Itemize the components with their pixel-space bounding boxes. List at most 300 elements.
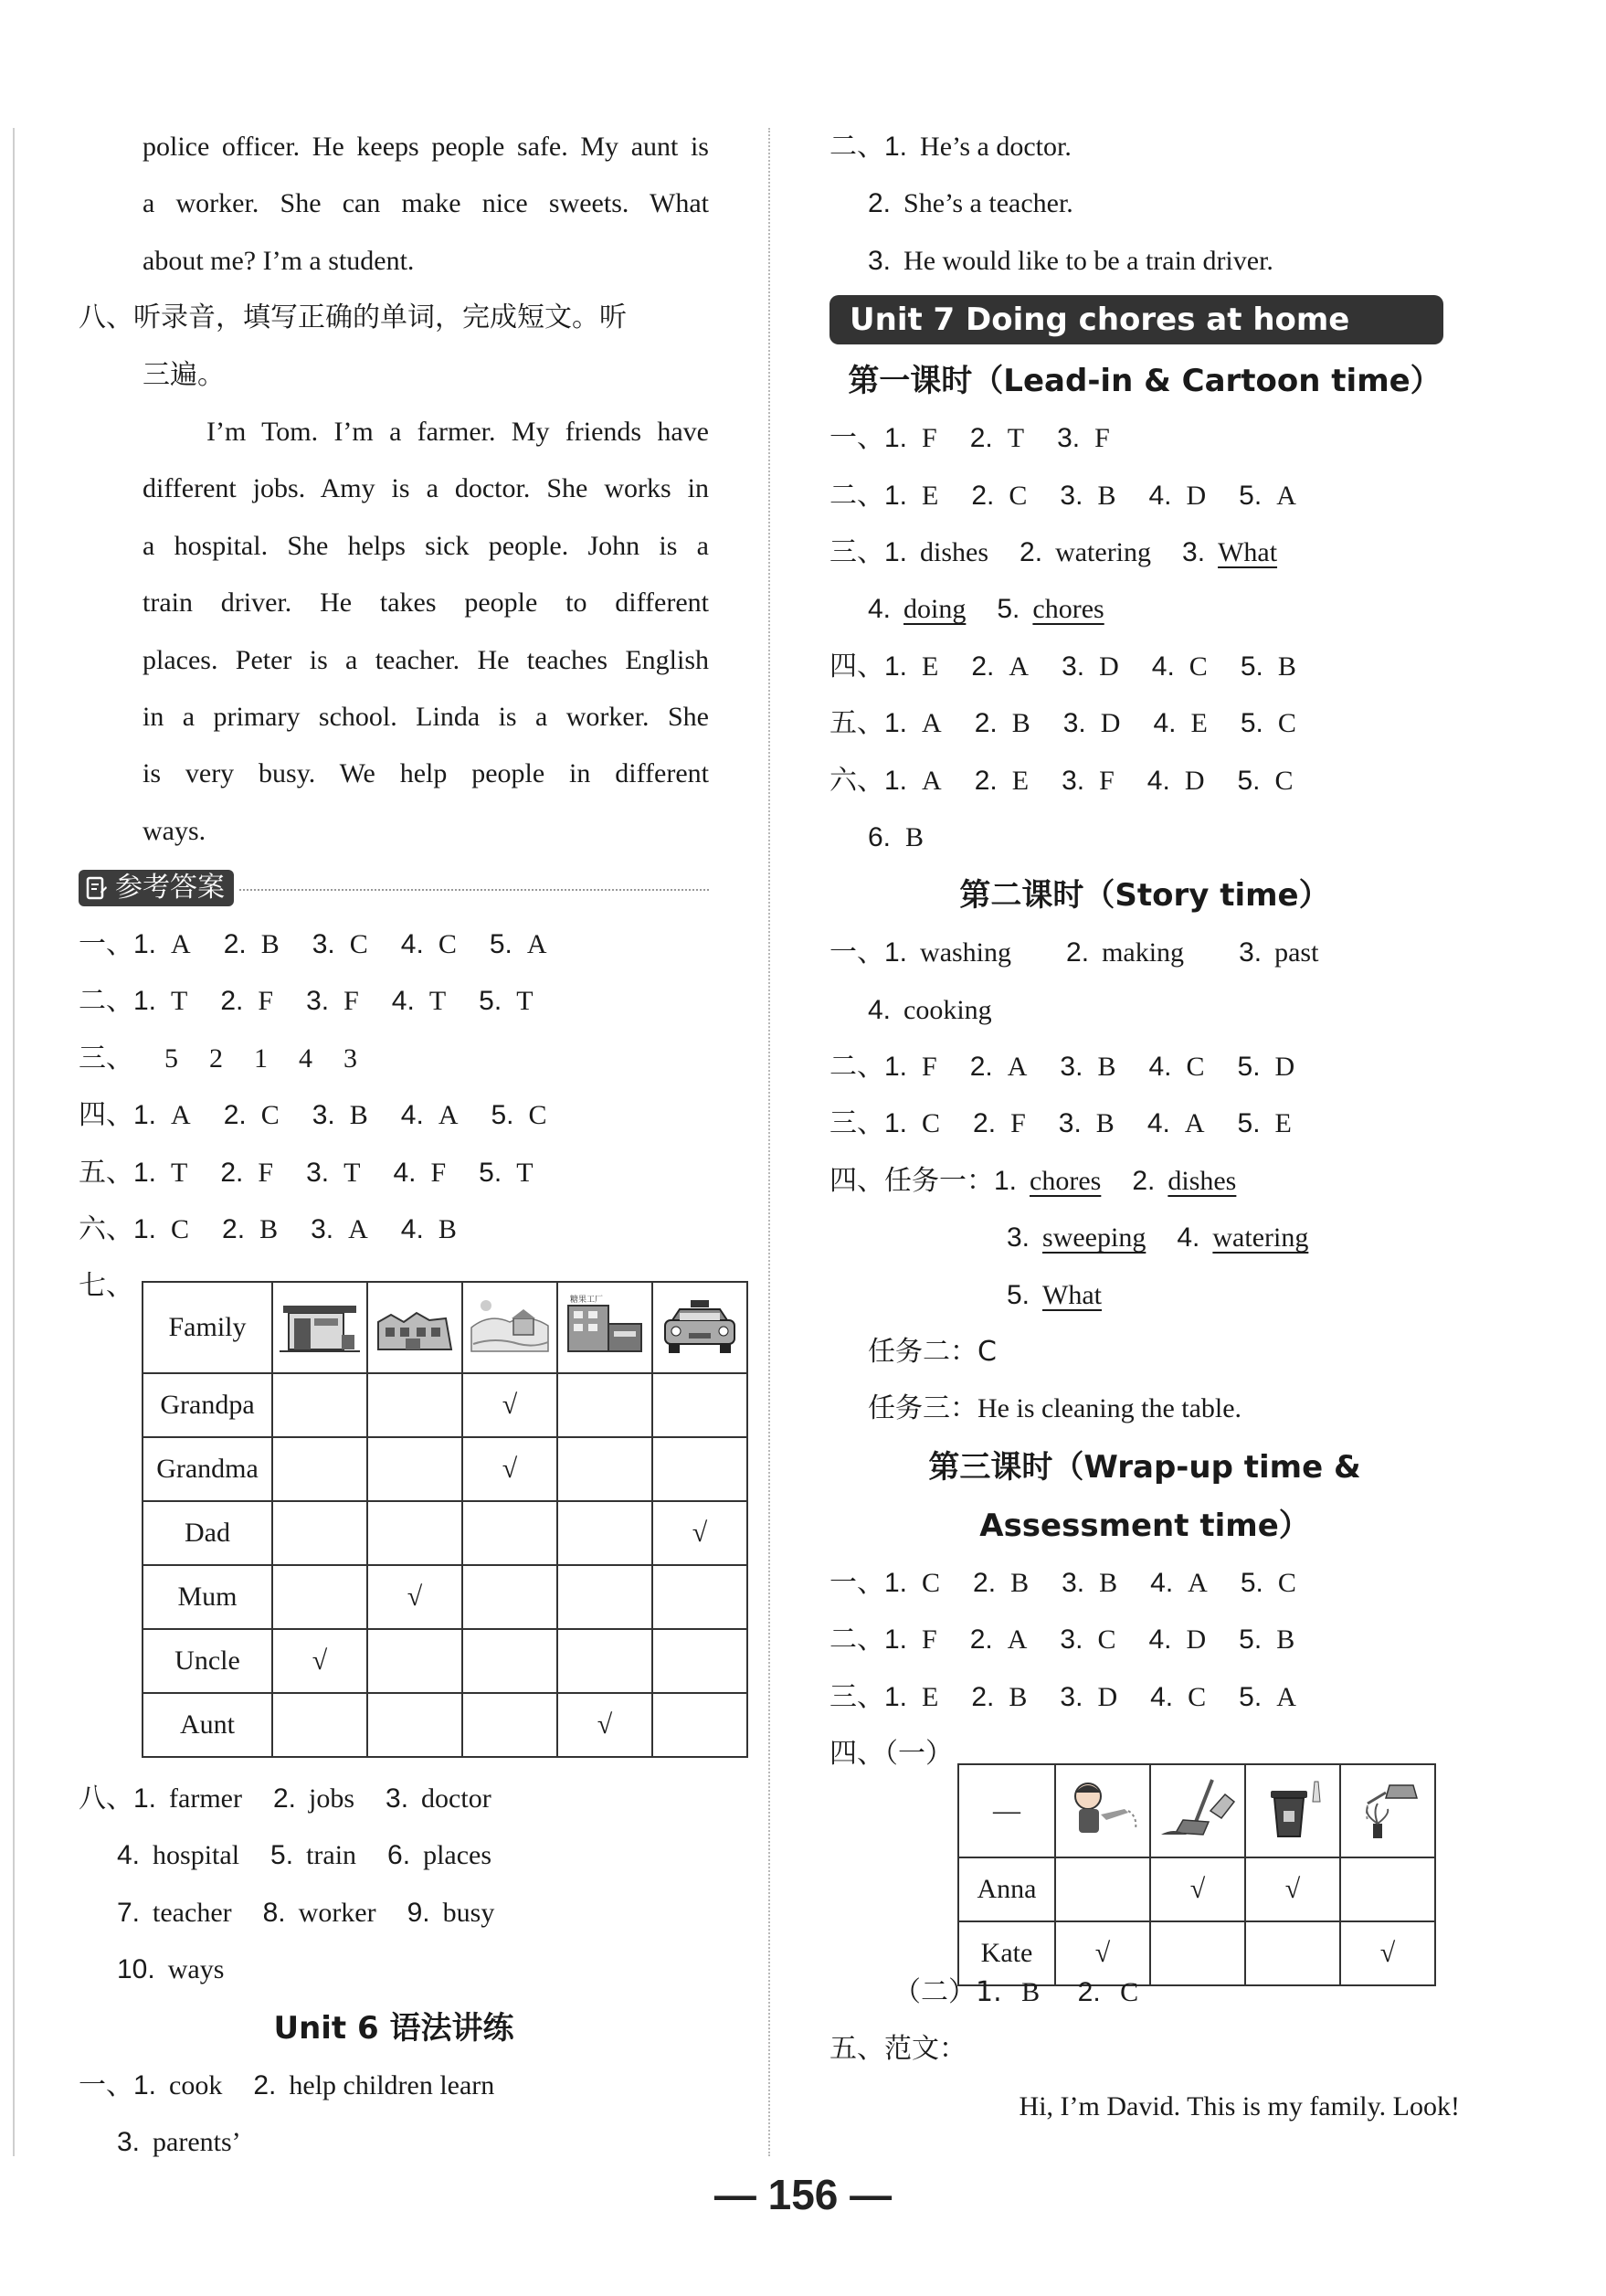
question-marker: 二、 — [829, 479, 884, 512]
item-number: 4. — [117, 1840, 141, 1871]
answer-value: dishes — [920, 536, 989, 567]
item-number: 3. — [1060, 1681, 1083, 1712]
item-number: 4. — [391, 986, 415, 1017]
table-cell — [367, 1373, 462, 1437]
item-number: 1. — [133, 929, 157, 960]
question-marker: 八、 — [79, 1783, 133, 1815]
lesson1-title: 第一课时（Lead-in & Cartoon time） — [848, 363, 1442, 400]
lesson1-answers — [829, 410, 1460, 866]
question-marker: 七、 — [79, 1270, 133, 1303]
table-row — [958, 1857, 1435, 1921]
page-number: — 156 — — [713, 2171, 893, 2218]
unit6-answers — [79, 2058, 709, 2172]
item-number: 2. — [974, 765, 998, 796]
answer-line — [79, 916, 709, 973]
item-number: 5. — [479, 1157, 502, 1188]
answer-value: chores — [1032, 594, 1104, 625]
item-number: 3. — [1062, 651, 1085, 682]
item-number: 4. — [1177, 1222, 1200, 1254]
item-number: 3. — [868, 245, 892, 276]
answer-value: C — [1189, 651, 1208, 682]
answer-value: 4 — [299, 1042, 312, 1074]
sweeping-picture — [1156, 1774, 1240, 1847]
question-marker: 一、 — [829, 422, 884, 455]
answer-value: A — [348, 1214, 368, 1245]
passage-line: in a primary school. Linda is a worker. She — [143, 701, 709, 732]
answer-value: B — [1097, 1052, 1116, 1083]
table-row — [143, 1693, 747, 1757]
table-cell — [367, 1629, 462, 1693]
answer-value: C — [171, 1214, 190, 1245]
answer-value: What — [1042, 1279, 1102, 1310]
picture-sign: 糖果工厂 — [570, 1296, 604, 1305]
answer-line — [829, 175, 1460, 232]
item-number: 5. — [1237, 765, 1261, 796]
picture-cell — [1055, 1764, 1150, 1857]
check-mark: √ — [502, 1390, 518, 1420]
table-cell — [1150, 1857, 1245, 1921]
item-number: 1. — [884, 480, 908, 511]
item-number: 5. — [1240, 1567, 1263, 1598]
picture-cell — [462, 1282, 557, 1373]
item-number: 5. — [997, 594, 1020, 625]
answer-value: D — [1274, 1052, 1295, 1083]
answer-value: C — [438, 929, 457, 960]
answer-value: B — [1021, 1977, 1041, 2007]
lesson3-title-line2: Assessment time） — [979, 1507, 1310, 1544]
answer-value: 2 — [209, 1042, 223, 1074]
item-number: 6. — [387, 1840, 411, 1871]
answer-value: C — [922, 1108, 941, 1139]
answer-value: C — [260, 1100, 280, 1131]
table-cell — [367, 1501, 462, 1565]
item-number: 3. — [1060, 480, 1083, 511]
building-site-picture — [278, 1291, 362, 1364]
passage-line: places. Peter is a teacher. He teaches English — [143, 644, 709, 675]
answer-value: making — [1102, 937, 1185, 968]
task-text: 任务二：C — [868, 1336, 997, 1369]
item-number: 3. — [312, 929, 335, 960]
item-number: 3. — [386, 1783, 409, 1814]
answer-value: B — [1011, 708, 1030, 739]
item-number: 8. — [262, 1897, 286, 1928]
row-name: Kate — [958, 1921, 1055, 1985]
item-number: 4. — [1146, 1108, 1170, 1139]
answer-value: watering — [1212, 1222, 1309, 1254]
answer-line — [829, 809, 1460, 866]
answer-value: D — [1100, 708, 1121, 739]
table-cell — [462, 1373, 557, 1437]
answer-line — [829, 982, 1460, 1039]
answer-value: B — [349, 1100, 368, 1131]
task-label: 任务三： — [868, 1392, 977, 1425]
answer-line — [829, 1669, 1460, 1726]
item-number: 1. — [884, 1681, 908, 1712]
table-cell — [367, 1437, 462, 1501]
answer-line — [829, 468, 1460, 524]
table-cell — [557, 1373, 652, 1437]
answer-value: sweeping — [1042, 1222, 1146, 1254]
item-number: 2. — [220, 1157, 244, 1188]
question-marker: 三、 — [79, 1042, 133, 1074]
answer-value: 3 — [343, 1042, 357, 1074]
answer-value: T — [1007, 423, 1025, 454]
answer-line — [79, 2058, 709, 2114]
item-number: 2. — [971, 480, 995, 511]
item-number: 2. — [969, 1624, 993, 1656]
passage-line: a hospital. She helps sick people. John is a — [143, 530, 709, 561]
row-name: Dad — [143, 1501, 272, 1565]
answer-value: A — [526, 929, 547, 960]
answer-value: A — [922, 708, 942, 739]
table-row — [143, 1437, 747, 1501]
answer-value: E — [1190, 708, 1208, 739]
table-cell — [652, 1565, 747, 1629]
item-number: 4. — [1150, 1681, 1174, 1712]
lesson2-title: 第二课时（Story time） — [959, 877, 1330, 915]
item-number: 1. — [884, 651, 908, 682]
table-row — [143, 1565, 747, 1629]
item-number: 2. — [253, 2069, 277, 2100]
item-number: 2. — [223, 929, 247, 960]
passage-line: police officer. He keeps people safe. My aunt is — [143, 132, 709, 162]
check-mark: √ — [1094, 1938, 1111, 1968]
answer-value: B — [260, 929, 280, 960]
answer-value: B — [1276, 1624, 1295, 1656]
answer-value: cooking — [903, 994, 992, 1025]
answer-line — [829, 695, 1460, 752]
question-marker: 二、 — [829, 1051, 884, 1084]
table-row — [143, 1629, 747, 1693]
item-number: 1. — [133, 1214, 157, 1245]
task-label: 任务一： — [884, 1164, 994, 1197]
item-number: 1. — [994, 1165, 1018, 1196]
answer-value: A — [171, 929, 191, 960]
question-2-answers — [829, 119, 1460, 290]
item-number: 1. — [884, 1567, 908, 1598]
item-number: 3. — [1057, 423, 1081, 454]
answer-value: E — [922, 651, 939, 682]
answer-value: washing — [920, 937, 1012, 968]
passage-line: train driver. He takes people to different — [143, 587, 709, 619]
item-number: 2. — [1066, 937, 1090, 968]
question-marker: （二）1. — [893, 1976, 1002, 2008]
picture-cell — [367, 1282, 462, 1373]
answer-value: F — [258, 1157, 274, 1188]
answer-value: D — [1186, 480, 1207, 511]
check-mark: √ — [312, 1645, 328, 1676]
answer-value: A — [1007, 1052, 1028, 1083]
question-5-marker — [829, 2021, 1460, 2078]
answer-header — [79, 860, 709, 916]
answer-value: T — [516, 986, 534, 1017]
item-number: 3. — [1060, 1624, 1083, 1656]
answer-value: F — [258, 986, 274, 1017]
item-number: 2. — [1020, 536, 1043, 567]
passage-line: is very busy. We help people in different — [143, 758, 709, 789]
item-number: 2. — [973, 1567, 997, 1598]
item-number: 1. — [133, 1157, 157, 1188]
item-number: 4. — [400, 1214, 424, 1245]
question-marker: 一、 — [829, 1566, 884, 1599]
answer-value: C — [1009, 480, 1028, 511]
item-number: 3. — [117, 2126, 141, 2157]
answer-value: farmer — [169, 1783, 242, 1814]
table-cell — [367, 1565, 462, 1629]
check-mark: √ — [1189, 1874, 1206, 1904]
table-header-row — [143, 1282, 747, 1373]
item-number: 4. — [1146, 765, 1170, 796]
answer-value: watering — [1055, 536, 1152, 567]
right-column — [829, 119, 1460, 1783]
answer-tag — [79, 870, 234, 906]
answer-value: C — [1097, 1624, 1116, 1656]
answer-line — [829, 753, 1460, 809]
item-number: 1. — [884, 765, 908, 796]
answer-value: F — [922, 423, 937, 454]
answer-value: C — [1186, 1052, 1205, 1083]
answer-line — [829, 410, 1460, 467]
answer-value: C — [349, 929, 368, 960]
book-pen-icon — [86, 875, 108, 901]
table-header-row — [958, 1764, 1435, 1857]
answer-value: A — [438, 1100, 459, 1131]
unit7-banner: Unit 7 Doing chores at home — [829, 295, 1443, 344]
picture-cell — [1245, 1764, 1340, 1857]
row-name: Grandpa — [143, 1373, 272, 1437]
item-number: 10. — [117, 1954, 155, 1985]
table-cell — [272, 1373, 367, 1437]
row-name: Uncle — [143, 1629, 272, 1693]
item-number: 5. — [1239, 1624, 1263, 1656]
question-marker: 六、 — [79, 1213, 133, 1246]
table-cell — [462, 1437, 557, 1501]
answer-line — [829, 1095, 1460, 1152]
item-number: 2. — [1132, 1165, 1156, 1196]
item-number: 5. — [1239, 1681, 1263, 1712]
answer-value: E — [1274, 1108, 1292, 1139]
answer-value: He would like to be a train driver. — [903, 245, 1273, 276]
item-number: 5. — [270, 1840, 294, 1871]
answer-value: past — [1274, 937, 1319, 968]
answer-line — [829, 1324, 1460, 1381]
answer-value: F — [1094, 423, 1110, 454]
unit6-title: Unit 6 语法讲练 — [273, 2009, 514, 2047]
table-cell — [272, 1693, 367, 1757]
answer-value: F — [922, 1052, 937, 1083]
item-number: 3. — [1062, 765, 1085, 796]
answer-line — [829, 1267, 1460, 1324]
item-number: 3. — [1058, 1108, 1082, 1139]
farm-picture — [468, 1291, 552, 1364]
boy-watering-picture — [1061, 1774, 1145, 1847]
answer-value: doing — [903, 594, 967, 625]
answer-value: B — [259, 1214, 279, 1245]
answer-value: C — [1120, 1977, 1139, 2007]
answer-line — [829, 233, 1460, 290]
table-cell — [557, 1565, 652, 1629]
answer-line — [79, 973, 709, 1030]
check-mark: √ — [502, 1454, 518, 1484]
question-4-part2 — [829, 1964, 1460, 2021]
answer-value: E — [922, 1681, 939, 1712]
answer-lines — [79, 916, 709, 1258]
answer-value: A — [171, 1100, 191, 1131]
answer-value: A — [1276, 1681, 1296, 1712]
item-number: 3. — [306, 986, 330, 1017]
item-number: 4. — [1148, 1624, 1172, 1656]
question-marker: 八、 — [79, 302, 133, 334]
answer-line — [829, 1555, 1460, 1612]
item-number: 3. — [1062, 1567, 1085, 1598]
answer-value: T — [171, 1157, 188, 1188]
answer-line — [79, 1942, 709, 1998]
item-number: 3. — [1062, 708, 1086, 739]
table-cell — [557, 1693, 652, 1757]
check-mark: √ — [597, 1709, 613, 1740]
answer-value: B — [438, 1214, 457, 1245]
answer-value: parents’ — [153, 2126, 241, 2157]
table-cell — [1340, 1857, 1435, 1921]
table-cell — [462, 1693, 557, 1757]
item-number: 5. — [1007, 1279, 1030, 1310]
answer-value: B — [905, 821, 925, 852]
table-cell — [557, 1437, 652, 1501]
left-column — [79, 119, 709, 1316]
answer-value: F — [1010, 1108, 1026, 1139]
answer-value: F — [1099, 765, 1115, 796]
answer-value: busy — [442, 1897, 495, 1928]
answer-line — [79, 1087, 709, 1144]
table-header-family: Family — [143, 1282, 272, 1373]
answer-value: 1 — [254, 1042, 268, 1074]
item-number: 2. — [973, 1108, 997, 1139]
answer-value: dishes — [1168, 1165, 1237, 1196]
answer-value: C — [922, 1567, 941, 1598]
check-mark: √ — [1284, 1874, 1301, 1904]
answer-value: D — [1097, 1681, 1118, 1712]
item-number: 4. — [400, 929, 424, 960]
table-corner: — — [958, 1764, 1055, 1857]
item-number: 6. — [868, 821, 892, 852]
answer-value: doctor — [421, 1783, 491, 1814]
sweet-factory-picture — [563, 1291, 647, 1364]
item-number: 1. — [133, 986, 157, 1017]
item-number: 2. — [223, 1100, 247, 1131]
table-row — [143, 1373, 747, 1437]
answer-value: T — [343, 1157, 361, 1188]
answer-value: train — [306, 1840, 357, 1871]
answer-value: A — [1009, 651, 1030, 682]
passage-line: about me? I’m a student. — [143, 245, 415, 276]
answer-value: T — [428, 986, 447, 1017]
answer-value: B — [1010, 1567, 1030, 1598]
left-column-lower — [79, 1771, 709, 2171]
question-marker: 二、 — [79, 985, 133, 1018]
chores-table — [957, 1763, 1436, 1986]
item-number: 2. — [969, 1052, 993, 1083]
passage-line: I’m Tom. I’m a farmer. My friends have — [206, 416, 709, 447]
answer-line — [79, 1885, 709, 1942]
item-number: 3. — [1182, 536, 1206, 567]
picture-cell — [1150, 1764, 1245, 1857]
question-marker: 六、 — [829, 764, 884, 797]
item-number: 3. — [1060, 1052, 1083, 1083]
question-marker: 一、 — [829, 936, 884, 969]
table-cell — [462, 1565, 557, 1629]
question-marker: 五、 — [79, 1156, 133, 1189]
column-divider — [768, 128, 770, 2156]
answer-line — [79, 1771, 709, 1827]
row-name: Grandma — [143, 1437, 272, 1501]
answer-value: ways — [167, 1954, 225, 1985]
answer-value: A — [1007, 1624, 1028, 1656]
answer-line — [829, 1381, 1460, 1437]
answer-value: help children learn — [289, 2069, 495, 2100]
table-cell — [272, 1629, 367, 1693]
answer-value: E — [1011, 765, 1030, 796]
lesson3-title-line1: 第三课时（Wrap-up time & — [928, 1448, 1361, 1486]
table-row — [143, 1501, 747, 1565]
answer-line — [829, 1612, 1460, 1668]
answer-line — [829, 119, 1460, 175]
passage-line: a worker. She can make nice sweets. What — [143, 188, 709, 219]
picture-cell — [652, 1282, 747, 1373]
lesson2-answers — [829, 925, 1460, 1438]
item-number: 5. — [1240, 708, 1263, 739]
item-number: 1. — [884, 1052, 908, 1083]
item-number: 2. — [220, 986, 244, 1017]
item-number: 1. — [133, 1100, 157, 1131]
answer-value: A — [1276, 480, 1296, 511]
answer-line — [829, 1039, 1460, 1095]
item-number: 5. — [479, 986, 502, 1017]
item-number: 1. — [884, 1624, 908, 1656]
item-number: 4. — [1150, 1567, 1174, 1598]
item-number: 4. — [868, 594, 892, 625]
rubbish-bin-picture — [1251, 1774, 1335, 1847]
item-number: 2. — [971, 1681, 995, 1712]
answer-line — [79, 1031, 709, 1087]
item-number: 2. — [868, 188, 892, 219]
answer-value: D — [1099, 651, 1119, 682]
item-number: 7. — [117, 1897, 141, 1928]
item-number: 2. — [971, 651, 995, 682]
table-cell — [1055, 1857, 1150, 1921]
item-number: 4. — [1148, 1052, 1172, 1083]
item-number: 4. — [868, 994, 892, 1025]
table-cell — [272, 1501, 367, 1565]
item-number: 4. — [393, 1157, 417, 1188]
item-number: 1. — [884, 937, 908, 968]
answer-value: She’s a teacher. — [903, 188, 1073, 219]
lesson3-answers — [829, 1555, 1460, 1726]
answer-value: places — [423, 1840, 492, 1871]
item-number: 5. — [491, 1100, 514, 1131]
taxi-picture — [658, 1291, 742, 1364]
question-text: 三遍。 — [143, 358, 225, 391]
answer-line — [79, 1201, 709, 1258]
answer-value: C — [1277, 708, 1296, 739]
question-marker: 四、 — [829, 650, 884, 682]
check-mark: √ — [407, 1582, 423, 1612]
table-cell — [557, 1629, 652, 1693]
item-number: 5. — [1240, 651, 1263, 682]
item-number: 2. — [272, 1783, 296, 1814]
question-8-prompt — [79, 290, 709, 346]
item-number: 3. — [1007, 1222, 1030, 1254]
table-cell — [652, 1629, 747, 1693]
